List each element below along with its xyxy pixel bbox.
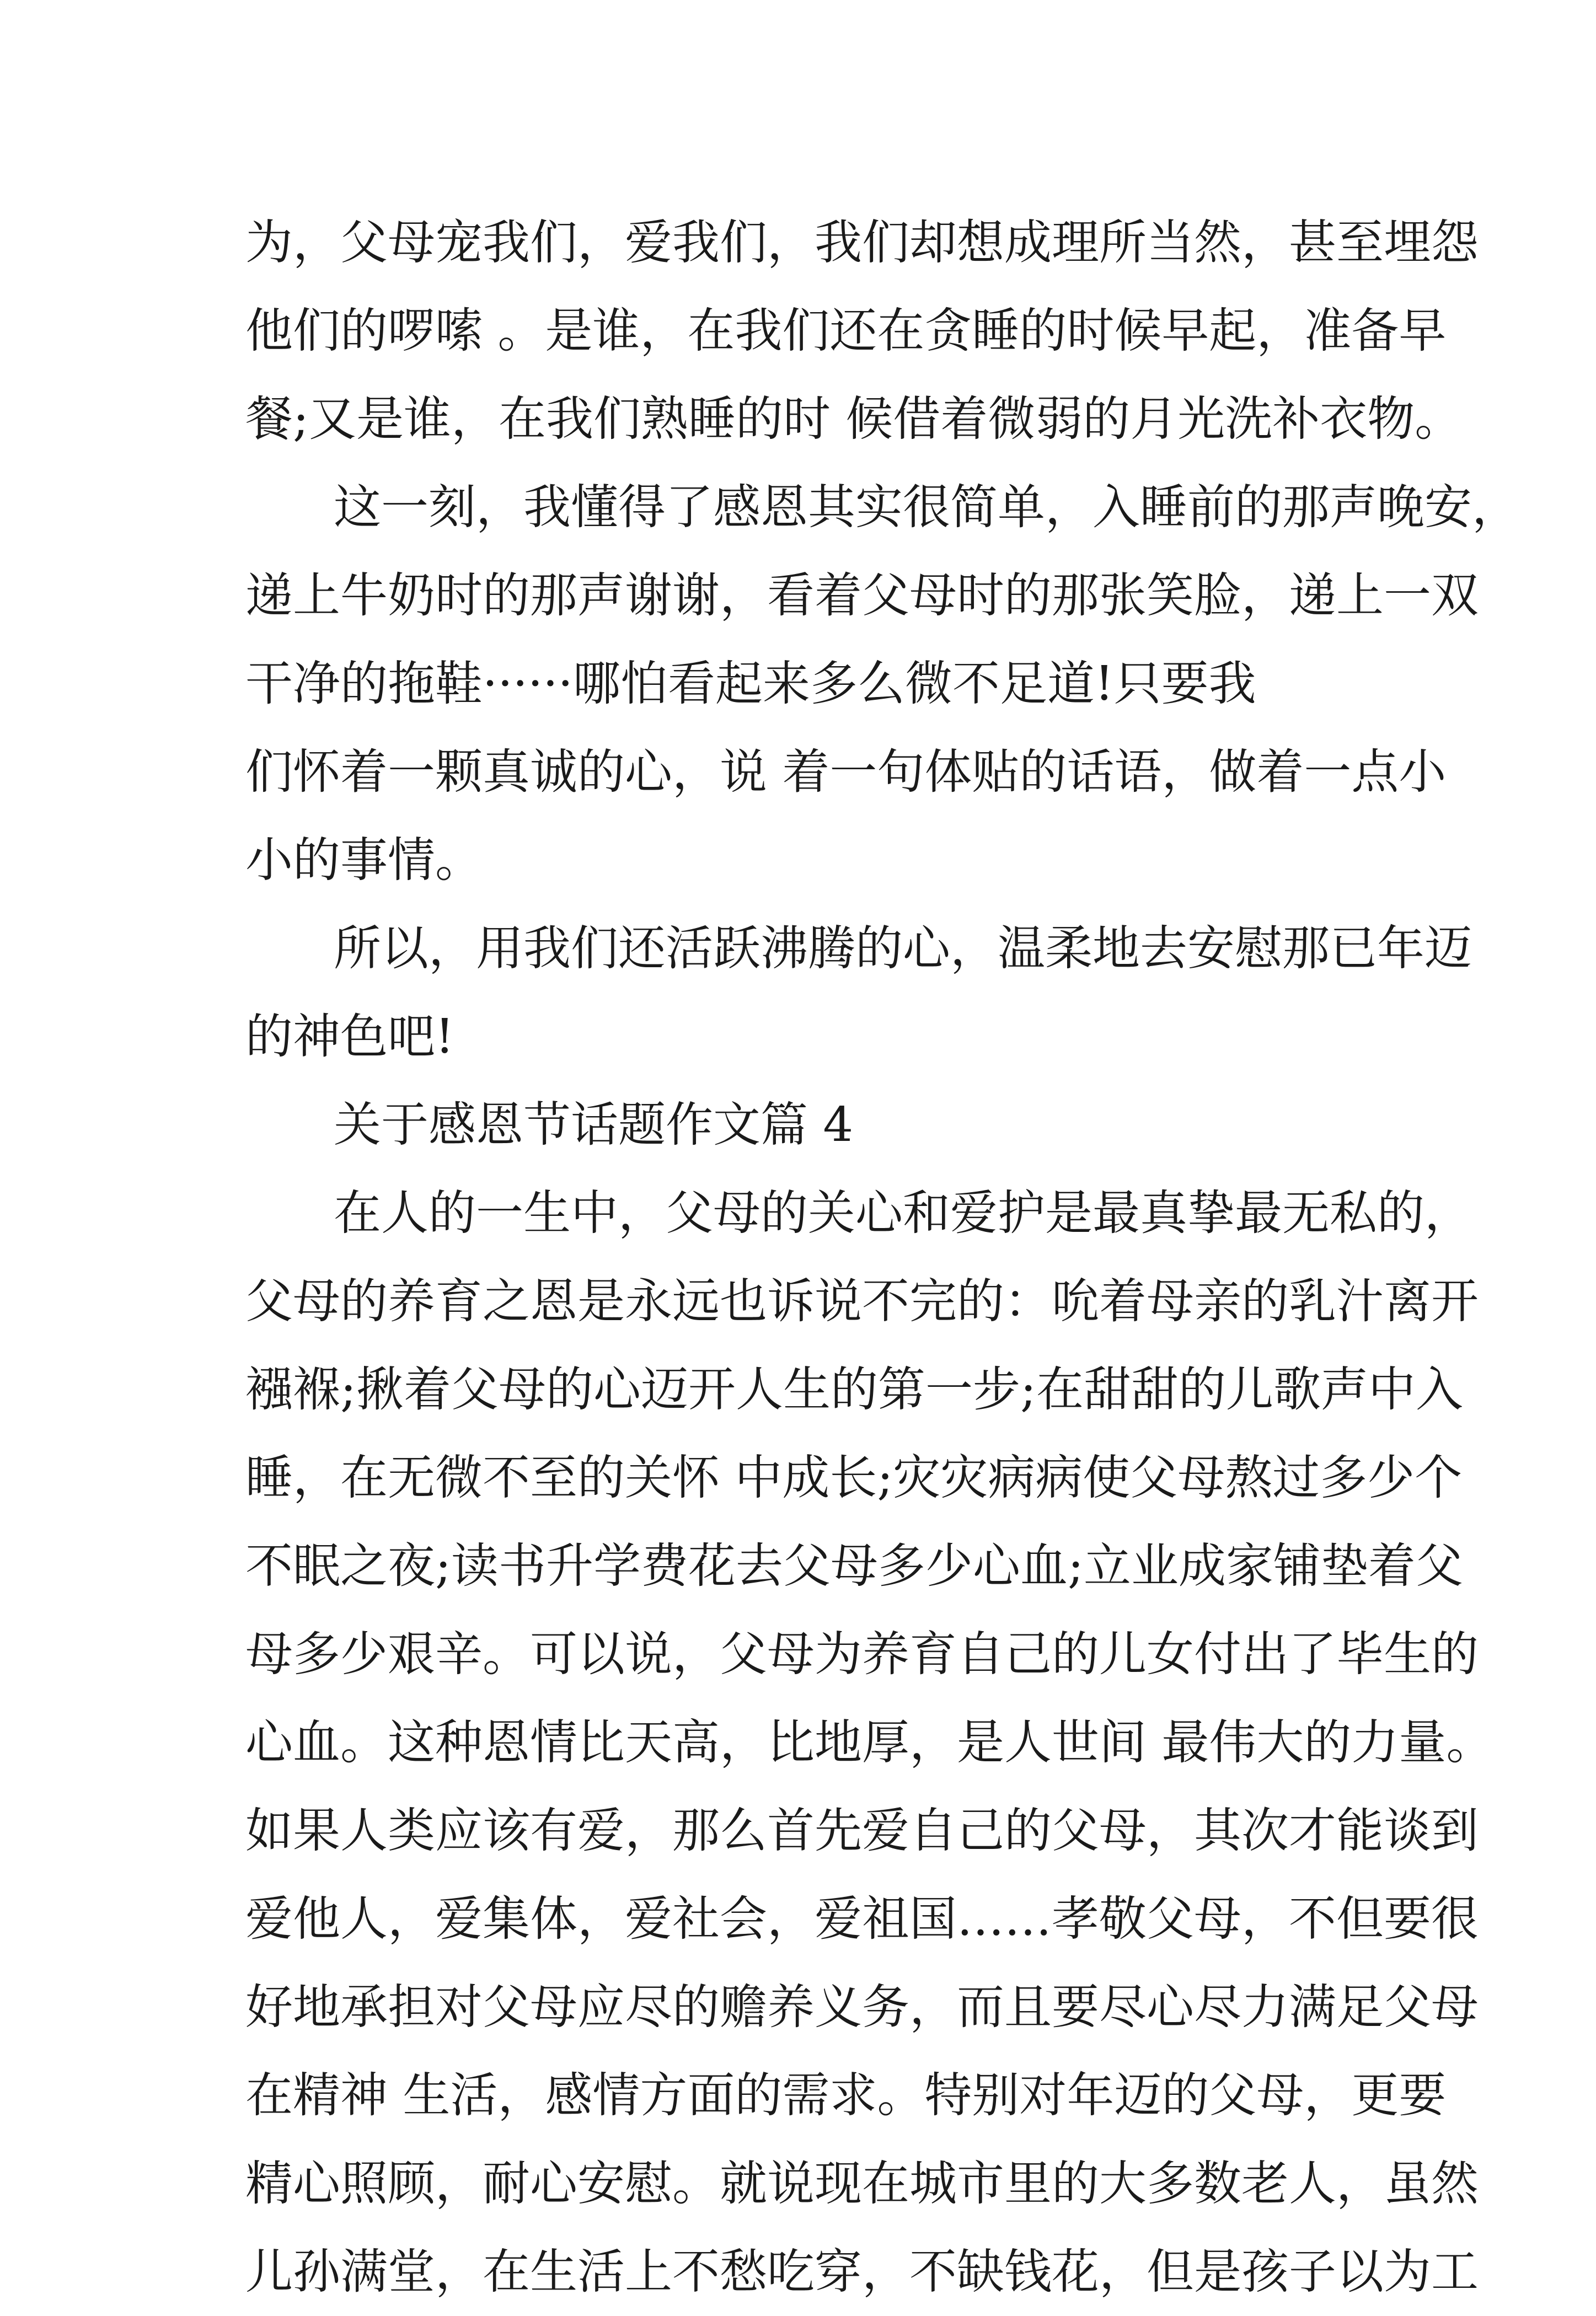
section-heading: 关于感恩节话题作文篇 4	[334, 1097, 854, 1152]
text-line: 睡，在无微不至的关怀 中成长;灾灾病病使父母熬过多少个	[245, 1450, 1463, 1505]
text-line: 好地承担对父母应尽的赡养义务，而且要尽心尽力满足父母	[245, 1980, 1479, 2035]
text-line: 递上牛奶时的那声谢谢，看着父母时的那张笑脸，递上一双	[245, 568, 1479, 623]
text-line: 小的事情。	[245, 833, 483, 888]
essay-body	[245, 199, 1519, 2316]
text-line: 他们的啰嗦 。是谁，在我们还在贪睡的时候早起，准备早	[245, 303, 1447, 358]
paragraph-start-line: 所以，用我们还活跃沸腾的心，温柔地去安慰那已年迈	[334, 921, 1472, 976]
text-line: 爱他人，爱集体，爱社会，爱祖国……孝敬父母，不但要很	[245, 1891, 1479, 1947]
text-line: 的神色吧!	[245, 1009, 454, 1064]
text-line: 餐;又是谁，在我们熟睡的时 候借着微弱的月光洗补衣物。	[245, 392, 1463, 447]
text-line: 干净的拖鞋······哪怕看起来多么微不足道!只要我	[245, 656, 1256, 711]
text-line: 们怀着一颗真诚的心，说 着一句体贴的话语，做着一点小	[245, 744, 1447, 800]
paragraph-start-line: 在人的一生中，父母的关心和爱护是最真挚最无私的，	[334, 1186, 1472, 1241]
text-line: 父母的养育之恩是永远也诉说不完的：吮着母亲的乳汁离开	[245, 1274, 1479, 1329]
text-line: 精心照顾，耐心安慰。就说现在城市里的大多数老人，虽然	[245, 2156, 1479, 2211]
text-line: 不眠之夜;读书升学费花去父母多少心血;立业成家铺垫着父	[245, 1538, 1463, 1594]
text-line: 如果人类应该有爱，那么首先爱自己的父母，其次才能谈到	[245, 1803, 1479, 1858]
text-line: 心血。这种恩情比天高，比地厚，是人世间 最伟大的力量。	[245, 1715, 1494, 1770]
text-line: 为，父母宠我们，爱我们，我们却想成理所当然，甚至埋怨	[245, 215, 1479, 270]
paragraph-start-line: 这一刻，我懂得了感恩其实很简单，入睡前的那声晚安，	[334, 480, 1519, 535]
text-line: 在精神 生活，感情方面的需求。特别对年迈的父母，更要	[245, 2068, 1447, 2123]
text-line: 母多少艰辛。可以说，父母为养育自己的儿女付出了毕生的	[245, 1627, 1479, 1682]
text-line: 儿孙满堂，在生活上不愁吃穿，不缺钱花，但是孩子以为工	[245, 2244, 1479, 2299]
text-line: 襁褓;揪着父母的心迈开人生的第一步;在甜甜的儿歌声中入	[245, 1362, 1463, 1417]
